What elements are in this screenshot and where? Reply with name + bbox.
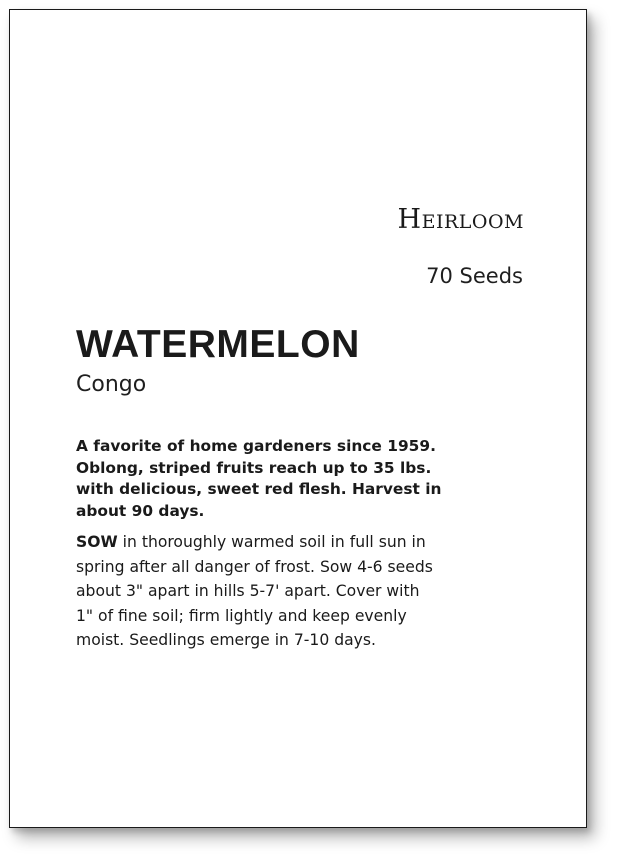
seed-packet <box>9 9 587 828</box>
instruction-line-first <box>76 530 516 555</box>
sowing-instructions <box>76 530 516 653</box>
description <box>76 436 496 522</box>
instruction-line: about 3" apart in hills 5-7' apart. Cover with <box>76 582 420 600</box>
instruction-line: 1" of fine soil; firm lightly and keep evenly <box>76 606 407 625</box>
seed-count: 70 Seeds <box>426 264 523 288</box>
product-title: WATERMELON <box>76 323 360 366</box>
description-line: A favorite of home gardeners since 1959. <box>76 437 436 455</box>
description-line: about 90 days. <box>76 501 205 520</box>
variety-name: Congo <box>76 372 147 397</box>
sow-label: SOW <box>76 533 118 551</box>
instruction-line: moist. Seedlings emerge in 7-10 days. <box>76 631 376 649</box>
description-line: with delicious, sweet red flesh. Harvest in <box>76 480 442 498</box>
brand-logo: Heirloom <box>397 204 524 235</box>
instruction-line: in thoroughly warmed soil in full sun in <box>122 533 426 551</box>
description-line: Oblong, striped fruits reach up to 35 lbs. <box>76 458 432 477</box>
instruction-line: spring after all danger of frost. Sow 4-6 seeds <box>76 557 433 576</box>
